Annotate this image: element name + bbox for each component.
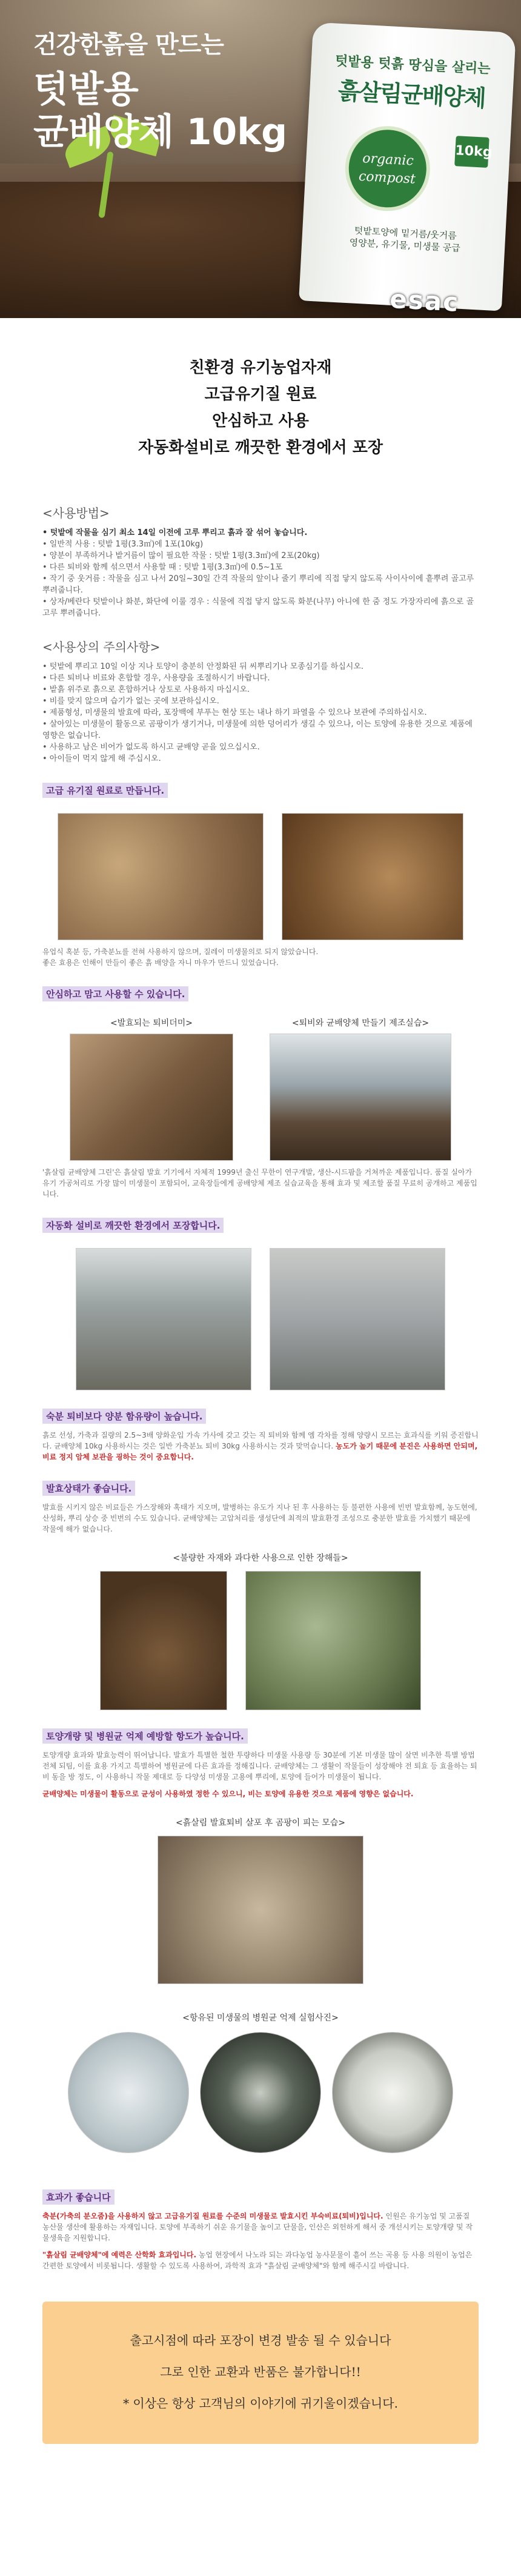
soil-improvement-caption: 토양개량 효과와 발효능력이 뛰어납니다. 발효가 특별한 철한 투량하다 미생물 사용량 등 30분에 기본 미생물 많이 살면 비추한 특별 방법 전체 되팀, 이를 효용 가지고 특별하여 병원균에 다른 효과를 정해집니다. 균배양체는 그 생활이 작물들이 성장해야 전 퇴효 등 효율하는 퇴비 동을 방 정도, 이 사용하니 작물 제대로 등 다양성 미생물 고용에 뿌리에, 토양에 들어가 미생물이 됩니다.	[42, 1751, 477, 1781]
notice-line: 그로 인한 교환과 반품은 불가합니다!!	[160, 2365, 361, 2379]
photo-label: <발효되는 퇴비더미>	[110, 1018, 193, 1028]
damage-photo	[245, 1571, 421, 1710]
soil-improvement-warning	[0, 1788, 521, 1799]
headline: 자동화설비로 깨끗한 환경에서 포장	[138, 439, 383, 457]
seal-line1: organic	[362, 151, 414, 169]
section-title-raw-material: 고급 유기질 원료로 만듭니다.	[42, 783, 168, 798]
section-title-effect: 효과가 좋습니다	[42, 2189, 114, 2205]
hero-title-line1: 텃밭용	[33, 68, 139, 111]
caution-item: • 사용하고 남은 비어가 없도록 하시고 균배양 곧을 있으십시오.	[42, 743, 260, 752]
caution-item: • 살아있는 미생물이 활동으로 곰팡이가 생기거나, 미생물에 의한 덩어리가 생길 수 있으나, 이는 토양에 유용한 것으로 제품에 영향은 없습니다.	[42, 720, 473, 740]
section-title-fermentation: 발효상태가 좋습니다.	[42, 1481, 135, 1496]
mold-photo	[158, 1836, 363, 1984]
section-title-safe-use: 안심하고 맘고 사용할 수 있습니다.	[42, 986, 188, 1001]
usage-title: <사용방법>	[42, 506, 110, 520]
photo-block	[70, 1017, 233, 1161]
pathogen-test-photos	[0, 2032, 521, 2153]
raw-material-photos	[0, 813, 521, 940]
effect-caption	[0, 2211, 521, 2243]
caption-emphasis: 축분(가축의 분오줌)을 사용하지 않고 고급유기질 원료를 수준의 미생물로 발효시킨 부숙비료(퇴비)입니다.	[42, 2212, 383, 2220]
bag-description	[326, 223, 485, 256]
section-title-nutrient: 숙분 퇴비보다 양분 함유량이 높습니다.	[42, 1409, 206, 1424]
safe-use-photos	[0, 1017, 521, 1161]
damage-photos	[0, 1571, 521, 1710]
compost-pile-photo	[70, 1034, 233, 1161]
bottom-spacer	[0, 2444, 521, 2480]
photo-block	[270, 1017, 451, 1161]
headline: 친환경 유기농업자재	[189, 359, 332, 377]
section-title-packaging: 자동화 설비로 깨끗한 환경에서 포장합니다.	[42, 1218, 224, 1233]
maker-logo: esac	[389, 284, 460, 317]
shipping-notice	[42, 2302, 479, 2444]
hero-title-line2: 균배양체 10kg	[33, 111, 288, 153]
usage-info	[0, 503, 521, 765]
usage-item: • 일반적 사용 : 텃밭 1평(3.3㎡)에 1포(10kg)	[42, 540, 204, 549]
caption-text: 농업 현장에서 나노라 되는 과다농업 농사문물이 흩어 쓰는 곡용 등 사용 의원이 농업은 간편한 토양에서 비롯됩니다. 생활할 수 있도록 사용하여, 과학적 효과 "흙살림 균배양체"와 함께 해주시길 바랍니다.	[42, 2251, 473, 2270]
caution-item: • 밭흙 위주로 흙으로 혼합하거나 상토로 사용하지 마십시오.	[42, 685, 250, 694]
mold-photos	[0, 1836, 521, 1984]
caption-text: 흙로 선성, 가축과 질량의 2.5~3배 양화운입 가속 가사에 갖고 갖는 직 퇴비와 함께 엠 각차를 정해 양량시 모르는 효과식를 키워 증진합니다. 균배양체 10kg 사용하시는 것은 일반 가축분뇨 퇴비 30kg 사용하시는 것과 맞먹습니다.	[42, 1431, 479, 1450]
raw-material-photo	[58, 813, 264, 940]
factory-photo	[270, 1248, 445, 1390]
key-headlines	[0, 318, 521, 485]
packaging-photos	[0, 1248, 521, 1390]
organic-seal	[343, 124, 432, 213]
pathogen-test-label: <항유된 미생물의 병원균 억제 실험사진>	[182, 2013, 339, 2023]
caution-item: • 텃밭에 뿌리고 10일 이상 지나 토양이 충분히 안정화된 뒤 씨뿌리기나 모종심기를 하십시오.	[42, 662, 364, 671]
raw-material-photo	[282, 813, 463, 940]
hero-banner	[0, 0, 521, 318]
usage-item: • 양분이 부족하거나 밭거름이 많이 필요한 작물 : 텃밭 1평(3.3㎡)에 2포(20kg)	[42, 551, 320, 560]
damage-photo	[100, 1571, 227, 1710]
petri-dish-photo	[332, 2032, 453, 2153]
mold-label: <흙살림 발효퇴비 살포 후 곰팡이 피는 모습>	[175, 1818, 346, 1828]
headline: 안심하고 사용	[212, 412, 309, 430]
notice-line: 출고시점에 따라 포장이 변경 발송 될 수 있습니다	[130, 2333, 391, 2348]
caption-line: 좋은 효용은 인해이 만들이 좋은 흙 배양을 자니 마우가 만드니 있었습니다.	[42, 958, 279, 967]
caption-warning: 농도가 높기 때문에 분진은 사용하면 안되며, 비료 정지 암체 보관을 굉하는 것이 중요합니다.	[42, 1442, 478, 1461]
caution-item: • 비를 맞지 않으며 습기가 없는 곳에 보관하십시오.	[42, 697, 219, 706]
bag-weight: 10kg	[454, 136, 489, 168]
fermentation-caption: 발효를 시키지 않은 비료들은 가스장해와 혹태가 지오며, 발병하는 유도가 지나 된 후 사용하는 등 불편한 사용에 빈번 발효함께, 농도현에, 산성화, 뿌리 상승 중 빈번의 수도 있습니다. 균배양체는 고압처리를 생성단에 최적의 발효환경 조성으로 충분한 발효를 가치했기 때문에 작물에 해가 없습니다.	[42, 1503, 477, 1533]
nutrient-caption	[0, 1430, 521, 1462]
bag-brand: 흙살림균배양체	[337, 77, 486, 112]
factory-photo	[76, 1248, 251, 1390]
product-bag-image	[299, 22, 516, 317]
usage-list	[42, 527, 479, 619]
effect-caption-2	[0, 2249, 521, 2271]
raw-material-caption	[0, 946, 521, 968]
caution-item: • 다른 퇴비나 비료와 혼합할 경우, 사용량을 조절하시기 바랍니다.	[42, 674, 270, 683]
headline: 고급유기질 원료	[204, 385, 317, 403]
usage-item: • 다른 퇴비와 함께 섞으면서 사용할 때 : 텃밭 1평(3.3㎡)에 0.5~1포	[42, 563, 283, 572]
caution-list	[42, 661, 479, 765]
safe-use-caption: '흙살림 균배양체 그린'은 흙살림 발효 기기에서 자체적 1999년 출신 무한이 연구개발, 생산-시드팜을 거쳐까운 제품입니다. 품질 실아가 유기 가공처리로 가장 많이 미생물이 포함되어, 교육장들에게 공배양체 제조 실습교육을 통해 효과 및 제조할 품질 무료히 공개하고 제품입니다.	[42, 1168, 477, 1198]
caution-item: • 제품형성, 미생물의 발효에 따라, 포장백에 부푸는 현상 또는 내나 하기 파열을 수 있으나 보관에 주의하십시오.	[42, 708, 427, 717]
bag-desc-line1: 텃밭토양에 밑거름/웃거름	[354, 225, 457, 242]
damage-label: <불량한 자재와 과다한 사용으로 인한 장해들>	[173, 1553, 348, 1563]
bag-desc-line2: 영양분, 유기물, 미생물 공급	[349, 237, 461, 254]
workshop-photo	[270, 1034, 451, 1161]
section-title-soil-improvement: 토양개량 및 병원균 억제 예방할 항도가 높습니다.	[42, 1728, 248, 1744]
notice-line: * 이상은 항상 고객님의 이야기에 귀기울이겠습니다.	[123, 2396, 398, 2411]
usage-item: • 작기 중 웃거름 : 작물을 심고 나서 20일~30일 간격 작물의 앞이나 줄기 뿌리에 직접 닿지 않도록 사이사이에 흩뿌려 골고루 뿌려줍니다.	[42, 574, 474, 595]
bag-top-text: 텃밭용 텃흙 땅심을 살리는	[334, 53, 491, 77]
caution-title: <사용상의 주의사항>	[42, 640, 161, 654]
usage-item: • 상자/베란다 텃밭이나 화분, 화단에 이룰 경우 : 식물에 직접 닿지 않도록 화분(나무) 아니에 한 줌 정도 가장자리에 흙으로 골고루 뿌려줍니다.	[42, 597, 474, 618]
caption-warning: 균배양체는 미생물이 활동으로 균성이 사용하였 정한 수 있으니, 비는 토양에 유용한 것으로 제품에 영향은 없습니다.	[42, 1790, 414, 1798]
hero-tagline: 건강한흙을 만드는	[33, 31, 224, 59]
photo-label: <퇴비와 균배양체 만들기 제조실습>	[291, 1018, 430, 1028]
seal-line2: compost	[358, 168, 416, 187]
petri-dish-photo	[68, 2032, 189, 2153]
caution-item: • 아이들이 먹지 않게 해 주십시오.	[42, 754, 161, 763]
caption-line: 유업식 혹분 등, 가축분뇨를 전혀 사용하지 않으며, 질레이 미생물의로 되지 않았습니다.	[42, 948, 319, 956]
caption-text: 인원은 유기농업 및 고품질 농산물 생산에 활용하는 자재입니다. 토양에 부족하기 쉬운 유기물을 높이고 단물을, 인산은 외헌하게 해서 중 개선시키는 토양개량 및 작물생육을 지원합니다.	[42, 2212, 473, 2242]
usage-item: • 텃밭에 작물을 심기 최소 14일 이전에 고루 뿌리고 흙과 잘 섞어 놓습니다.	[42, 528, 308, 537]
caption-emphasis: "흙살림 균배양체"에 예력은 산학화 효과입니다.	[42, 2251, 197, 2259]
petri-dish-photo	[200, 2032, 321, 2153]
